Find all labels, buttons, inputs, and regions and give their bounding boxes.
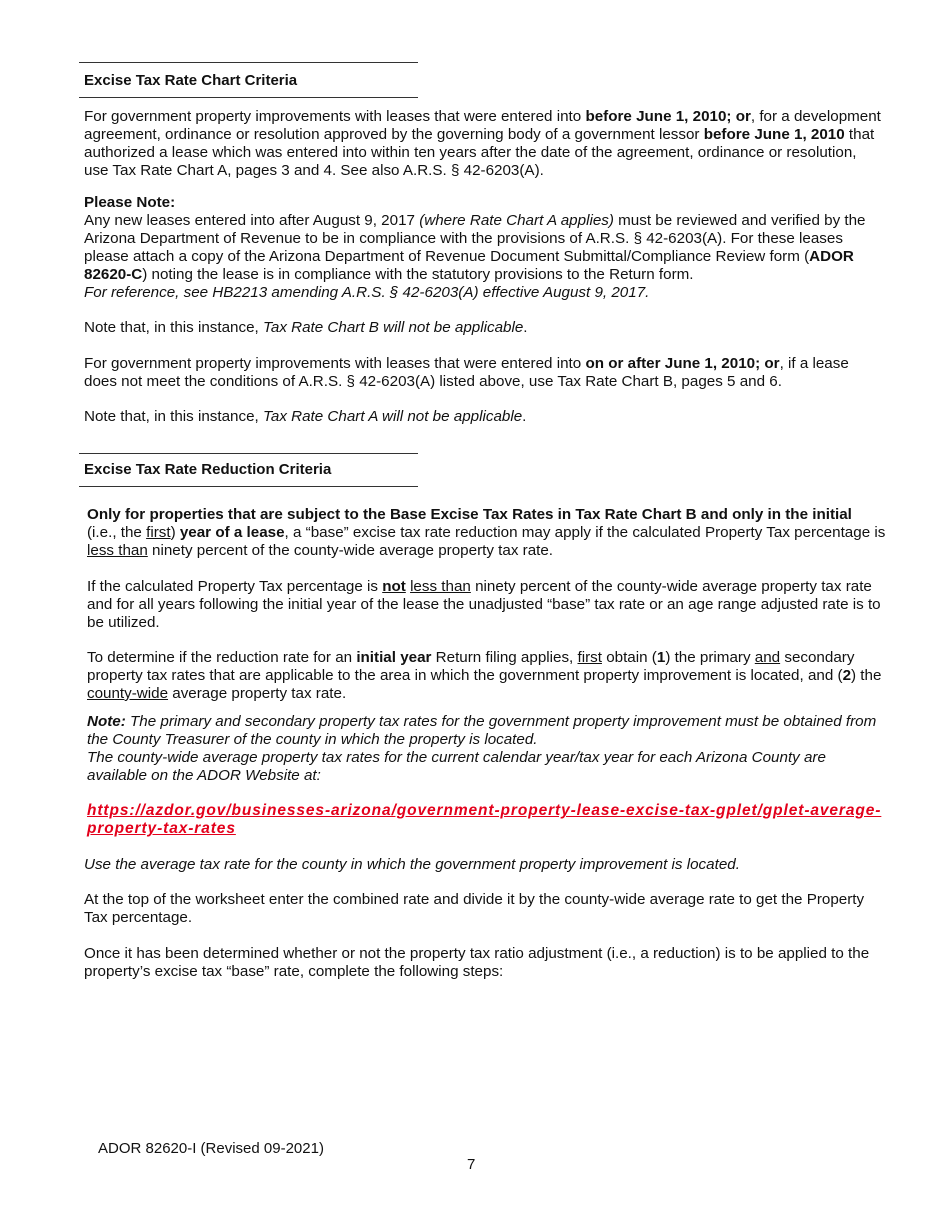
paragraph-average-rate-instruction: Use the average tax rate for the county in which the government property improvement is located. <box>84 856 740 873</box>
paragraph-chart-a-criteria: For government property improvements with leases that were entered into before June 1, 2010; or, for a development agreement, ordinance or resolution approved by the governing body of a government lessor before June 1, 2010 that authorized a lease which was entered into within ten years after the date of the agreement, ordinance or resolution, use Tax Rate Chart A, pages 3 and 4. See also A.R.S. § 42-6203(A). <box>84 108 881 179</box>
paragraph-worksheet-instruction: At the top of the worksheet enter the combined rate and divide it by the county-wide average rate to get the Property Tax percentage. <box>84 891 865 926</box>
paragraph-chart-b-not-applicable: Note that, in this instance, Tax Rate Chart B will not be applicable. <box>84 319 528 336</box>
please-note-paragraph: Please Note: Any new leases entered into after August 9, 2017 (where Rate Chart A applies) must be reviewed and verified by the Arizona Department of Revenue to be in compliance with the provisions of A.R.S. § 42-6203(A). For these leases please attach a copy of the Arizona Department of Revenue Document Submittal/Compliance Review form (ADOR 82620-C) noting the lease is in compliance with the statutory provisions to the Return form. For reference, see HB2213 amending A.R.S. § 42-6203(A) effective August 9, 2017. <box>84 194 866 301</box>
section-heading-rule <box>79 97 418 98</box>
ador-average-rates-link-block <box>87 802 887 838</box>
please-note-label: Please Note: <box>84 194 176 211</box>
paragraph-determine-reduction: To determine if the reduction rate for an initial year Return filing applies, first obtain (1) the primary and secondary property tax rates that are applicable to the area in which the government property improvement is located, and (2) the county-wide average property tax rate. <box>87 649 882 702</box>
paragraph-complete-steps: Once it has been determined whether or not the property tax ratio adjustment (i.e., a reduction) is to be applied to the property’s excise tax “base” rate, complete the following steps: <box>84 945 870 980</box>
paragraph-reduction-eligibility: Only for properties that are subject to the Base Excise Tax Rates in Tax Rate Chart B and only in the initial (i.e., the first) year of a lease, a “base” excise tax rate reduction may apply if the calculated Property Tax percentage is less than ninety percent of the county-wide average property tax rate. <box>87 506 886 559</box>
section-top-rule <box>79 62 418 63</box>
paragraph-chart-b-criteria: For government property improvements with leases that were entered into on or after June 1, 2010; or, if a lease does not meet the conditions of A.R.S. § 42-6203(A) listed above, use Tax Rate Chart B, pages 5 and 6. <box>84 355 849 390</box>
section-heading-reduction: Excise Tax Rate Reduction Criteria <box>84 461 332 478</box>
section-top-rule-2 <box>79 453 418 454</box>
section-heading-rate-chart: Excise Tax Rate Chart Criteria <box>84 72 298 89</box>
note-tax-rates: Note: The primary and secondary property tax rates for the government property improvement must be obtained from the County Treasurer of the county in which the property is located. The county-wide average property tax rates for the current calendar year/tax year for each Arizona County are available on the ADOR Website at: <box>87 713 877 784</box>
section-heading-rule-2 <box>79 486 418 487</box>
paragraph-not-less-than: If the calculated Property Tax percentage is not less than ninety percent of the county-wide average property tax rate and for all years following the initial year of the lease the unadjusted “base” tax rate or an age range adjusted rate is to be utilized. <box>87 578 881 631</box>
note-label: Note: <box>87 713 126 730</box>
form-number-footer: ADOR 82620-I (Revised 09-2021) <box>98 1140 324 1157</box>
ador-average-rates-link[interactable]: https://azdor.gov/businesses-arizona/government-property-lease-excise-tax-gplet/gplet-average-property-tax-rates <box>87 802 882 837</box>
paragraph-chart-a-not-applicable: Note that, in this instance, Tax Rate Chart A will not be applicable. <box>84 408 527 425</box>
page-number: 7 <box>467 1156 476 1173</box>
